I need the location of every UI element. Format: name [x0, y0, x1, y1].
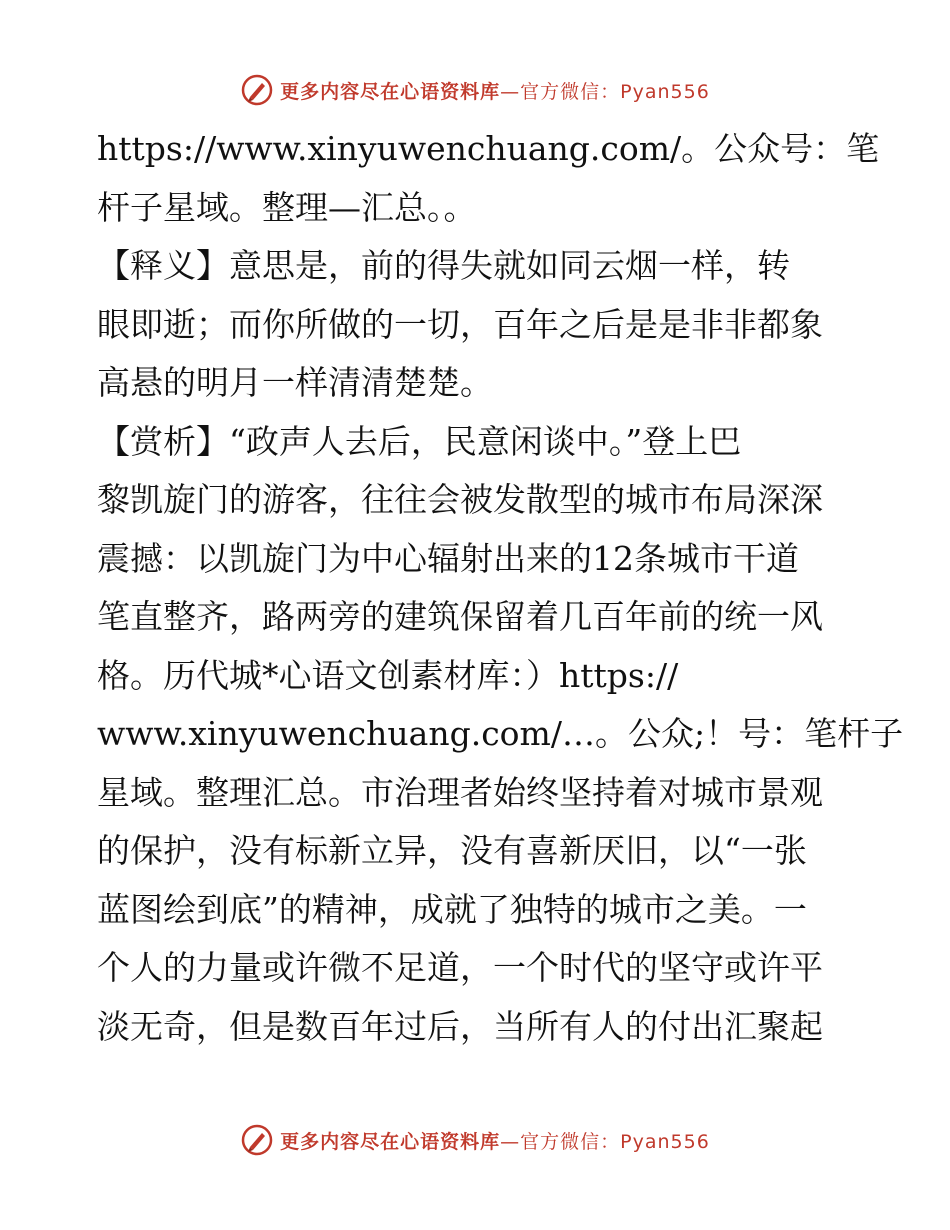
text-line: 杆子星域。整理—汇总。。 — [97, 187, 477, 227]
text-line: 格。历代城*心语文创素材库：）https:// — [97, 655, 679, 695]
pen-logo-icon — [240, 73, 274, 107]
footer-banner-main: 更多内容尽在心语资料库 — [280, 1130, 501, 1153]
header-banner-text — [280, 77, 710, 104]
text-line: 蓝图绘到底”的精神，成就了独特的城市之美。一 — [97, 889, 807, 929]
text-line: 高悬的明月一样清清楚楚。 — [97, 363, 493, 402]
text-line: 【释义】意思是，前的得失就如同云烟一样，转 — [97, 246, 790, 285]
text-line: 眼即逝；而你所做的一切，百年之后是是非非都象 — [97, 304, 823, 344]
pen-logo-icon — [240, 1123, 274, 1157]
text-line: 笔直整齐，路两旁的建筑保留着几百年前的统一风 — [97, 597, 823, 636]
paragraph-link — [97, 120, 880, 237]
text-line: 淡无奇，但是数百年过后，当所有人的付出汇聚起 — [97, 1006, 823, 1046]
footer-banner-text — [280, 1127, 710, 1154]
paragraph-analysis — [97, 413, 904, 1057]
text-line: 震撼：以凯旋门为中心辐射出来的12条城市干道 — [97, 538, 799, 578]
text-line: https://www.xinyuwenchuang.com/。公众号：笔 — [97, 129, 880, 168]
footer-banner-rest: —官方微信：Pyan556 — [500, 1130, 710, 1153]
header-banner — [0, 70, 950, 110]
text-line: www.xinyuwenchuang.com/…。公众;！号：笔杆子 — [97, 714, 904, 753]
paragraph-definition — [97, 237, 857, 413]
footer-banner — [0, 1120, 950, 1160]
text-line: 星域。整理汇总。市治理者始终坚持着对城市景观 — [97, 772, 823, 812]
text-line: 的保护，没有标新立异，没有喜新厌旧，以“一张 — [97, 831, 807, 870]
text-line: 黎凯旋门的游客，往往会被发散型的城市布局深深 — [97, 480, 823, 519]
text-line: 【赏析】“政声人去后，民意闲谈中。”登上巴 — [97, 421, 742, 461]
header-banner-rest: —官方微信：Pyan556 — [500, 80, 710, 103]
text-line: 个人的力量或许微不足道，一个时代的坚守或许平 — [97, 948, 823, 987]
document-body — [97, 120, 904, 1056]
header-banner-main: 更多内容尽在心语资料库 — [280, 80, 501, 103]
